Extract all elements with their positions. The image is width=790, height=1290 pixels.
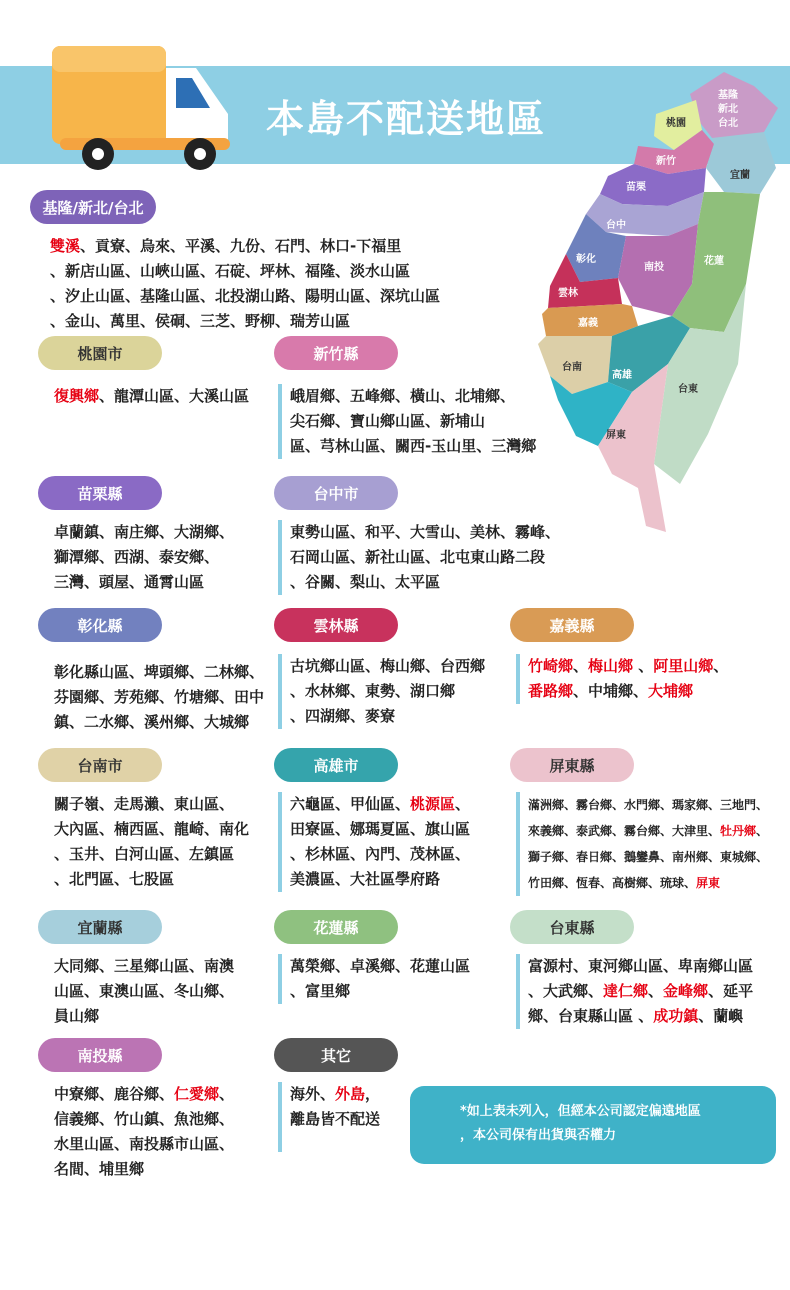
list-text: 水里山區、南投縣市山區、 <box>54 1135 235 1153</box>
list-line <box>54 660 264 685</box>
list-line <box>528 654 728 679</box>
list-text: 外島 <box>335 1085 366 1103</box>
list-line <box>528 870 768 896</box>
list-text: 峨眉鄉、五峰鄉、橫山、北埔鄉、 <box>290 387 516 405</box>
list-text: 桃源區 <box>410 795 456 813</box>
list-line <box>50 309 440 334</box>
note-line-2: ，本公司保有出貨與否權力 <box>460 1128 617 1143</box>
list-line <box>290 867 470 892</box>
pill-kaohsiung: 高雄市 <box>274 748 398 782</box>
disclaimer-note <box>410 1086 776 1164</box>
pill-miaoli: 苗栗縣 <box>38 476 162 510</box>
map-label-taipei: 台北 <box>718 118 738 129</box>
pill-taichung: 台中市 <box>274 476 398 510</box>
delivery-truck-icon <box>40 38 240 178</box>
list-line <box>54 685 264 710</box>
pill-other: 其它 <box>274 1038 398 1072</box>
list-line <box>54 520 234 545</box>
list-text: 大內區、楠西區、龍崎、南化 <box>54 820 250 838</box>
list-text: 阿里山鄉 <box>653 657 714 675</box>
list-text: 獅子鄉、春日鄉、鵝鑾鼻、南州鄉、東城鄉、 <box>528 850 769 864</box>
pill-yunlin: 雲林縣 <box>274 608 398 642</box>
list-line <box>290 842 470 867</box>
list-other <box>278 1082 380 1152</box>
list-line <box>290 979 470 1004</box>
list-pingtung <box>516 792 768 896</box>
map-label-nantou: 南投 <box>644 262 664 273</box>
list-text: 、杉林區、內門、茂林區、 <box>290 845 471 863</box>
taiwan-map <box>528 64 790 534</box>
map-label-yunlin: 雲林 <box>558 288 578 299</box>
list-text: 、富里鄉 <box>290 982 351 1000</box>
list-text: 卓蘭鎮、南庄鄉、大湖鄉、 <box>54 523 235 541</box>
list-text: 、 <box>219 1085 235 1103</box>
list-text: 、中埔鄉、 <box>573 682 649 700</box>
list-line <box>528 1004 753 1029</box>
list-text: 、水林鄉、東勢、湖口鄉 <box>290 682 456 700</box>
list-taoyuan <box>54 384 249 409</box>
list-taitung <box>516 954 753 1029</box>
list-line <box>54 817 249 842</box>
map-label-keelung: 基隆 <box>718 90 738 101</box>
list-miaoli <box>54 520 234 595</box>
list-nantou <box>54 1082 234 1182</box>
list-text: 、 <box>713 657 729 675</box>
list-text: 滿洲鄉、霧台鄉、水門鄉、瑪家鄉、三地門、 <box>528 798 769 812</box>
map-label-taichung: 台中 <box>606 220 626 231</box>
list-line <box>54 979 234 1004</box>
list-text: 竹崎鄉 <box>528 657 574 675</box>
list-yilan <box>54 954 234 1029</box>
list-line <box>54 545 234 570</box>
list-text: 、 <box>648 982 664 1000</box>
list-text: 屏東 <box>696 876 721 890</box>
list-text: 六龜區、甲仙區、 <box>290 795 411 813</box>
map-label-yilan: 宜蘭 <box>730 170 750 181</box>
pill-hualien: 花蓮縣 <box>274 910 398 944</box>
list-text: 仁愛鄉 <box>174 1085 220 1103</box>
list-text: 達仁鄉 <box>603 982 649 1000</box>
pill-yilan: 宜蘭縣 <box>38 910 162 944</box>
pill-keelung-newtaipei-taipei: 基隆/新北/台北 <box>30 190 156 224</box>
list-text: 海外、 <box>290 1085 336 1103</box>
pill-taitung: 台東縣 <box>510 910 634 944</box>
list-line <box>290 545 560 570</box>
list-text: 金峰鄉 <box>663 982 709 1000</box>
map-label-tainan: 台南 <box>562 362 582 373</box>
list-line <box>54 1004 234 1029</box>
list-text: 竹田鄉、恆春、高樹鄉、琉球、 <box>528 876 697 890</box>
pill-chiayi: 嘉義縣 <box>510 608 634 642</box>
list-text: 、谷關、梨山、太平區 <box>290 573 441 591</box>
list-text: 、新店山區、山峽山區、石碇、坪林、福隆、淡水山區 <box>50 262 411 280</box>
list-text: 石岡山區、新社山區、北屯東山路二段 <box>290 548 546 566</box>
list-line <box>290 817 470 842</box>
list-text: 梅山鄉 <box>588 657 634 675</box>
list-line <box>290 679 485 704</box>
list-text: 富源村、東河鄉山區、卑南鄉山區 <box>528 957 754 975</box>
list-line <box>528 679 728 704</box>
list-line <box>290 792 470 817</box>
list-text: 關子嶺、走馬瀨、東山區、 <box>54 795 235 813</box>
list-text: 、北門區、七股區 <box>54 870 175 888</box>
list-text: 古坑鄉山區、梅山鄉、台西鄉 <box>290 657 486 675</box>
list-text: 、玉井、白河山區、左鎮區 <box>54 845 235 863</box>
list-text: 員山鄉 <box>54 1007 100 1025</box>
list-line <box>290 704 485 729</box>
list-line <box>54 954 234 979</box>
list-line <box>290 520 560 545</box>
list-line <box>290 384 536 409</box>
map-label-hualien: 花蓮 <box>704 256 724 267</box>
map-label-newtaipei: 新北 <box>718 104 738 115</box>
note-line-1: *如上表未列入，但經本公司認定偏遠地區 <box>460 1104 701 1119</box>
list-text: 芬園鄉、芳苑鄉、竹塘鄉、田中 <box>54 688 265 706</box>
list-keelung-newtaipei-taipei <box>50 234 440 334</box>
list-line <box>528 818 768 844</box>
map-label-chiayi: 嘉義 <box>578 318 598 329</box>
list-text: 離島皆不配送 <box>290 1110 381 1128</box>
list-line <box>290 570 560 595</box>
list-kaohsiung <box>278 792 470 892</box>
list-text: 、 <box>756 824 769 838</box>
list-text: ， <box>365 1085 381 1103</box>
list-line <box>54 1107 234 1132</box>
map-label-kaohsiung: 高雄 <box>612 370 632 381</box>
map-label-changhua: 彰化 <box>576 254 596 265</box>
list-line <box>50 284 440 309</box>
list-text: 彰化縣山區、埤頭鄉、二林鄉、 <box>54 663 265 681</box>
list-text: 區、芎林山區、關西-玉山里、三灣鄉 <box>290 437 537 455</box>
list-changhua <box>54 660 264 735</box>
list-text: 、延平 <box>708 982 754 1000</box>
list-text: 、貢寮、烏來、平溪、九份、石門、林口-下福里 <box>80 237 402 255</box>
list-text: 大同鄉、三星鄉山區、南澳 <box>54 957 235 975</box>
list-line <box>290 954 470 979</box>
list-line <box>54 1157 234 1182</box>
pill-hsinchu: 新竹縣 <box>274 336 398 370</box>
page-title: 本島不配送地區 <box>266 97 547 141</box>
list-text: 中寮鄉、鹿谷鄉、 <box>54 1085 175 1103</box>
pill-tainan: 台南市 <box>38 748 162 782</box>
list-yunlin <box>278 654 485 729</box>
map-region-yilan <box>706 132 776 194</box>
map-label-miaoli: 苗栗 <box>626 182 646 193</box>
list-text: 、大武鄉、 <box>528 982 604 1000</box>
pill-nantou: 南投縣 <box>38 1038 162 1072</box>
list-text: 、金山、萬里、侯硐、三芝、野柳、瑞芳山區 <box>50 312 351 330</box>
map-label-pingtung: 屏東 <box>606 430 626 441</box>
list-line <box>54 842 249 867</box>
list-chiayi <box>516 654 728 704</box>
list-line <box>54 710 264 735</box>
list-hsinchu <box>278 384 536 459</box>
list-line <box>290 1107 380 1132</box>
list-text: 鎮、二水鄉、溪州鄉、大城鄉 <box>54 713 250 731</box>
list-text: 牡丹鄉 <box>720 824 757 838</box>
list-text: 、 <box>455 795 471 813</box>
list-text: 、四湖鄉、麥寮 <box>290 707 396 725</box>
list-line <box>54 570 234 595</box>
list-line <box>290 434 536 459</box>
list-line <box>54 1132 234 1157</box>
list-line <box>528 979 753 1004</box>
list-text: 尖石鄉、寶山鄉山區、新埔山 <box>290 412 486 430</box>
list-text: 復興鄉 <box>54 387 100 405</box>
list-text: 、龍潭山區、大溪山區 <box>99 387 250 405</box>
map-label-taoyuan: 桃園 <box>666 118 686 129</box>
list-line <box>50 259 440 284</box>
list-text: 名間、埔里鄉 <box>54 1160 145 1178</box>
list-text: 成功鎮 <box>653 1007 699 1025</box>
list-text: 雙溪 <box>50 237 81 255</box>
list-text: 、蘭嶼 <box>698 1007 744 1025</box>
list-line <box>50 234 440 259</box>
pill-changhua: 彰化縣 <box>38 608 162 642</box>
list-text: 、 <box>573 657 589 675</box>
pill-pingtung: 屏東縣 <box>510 748 634 782</box>
list-text: 、汐止山區、基隆山區、北投湖山路、陽明山區、深坑山區 <box>50 287 441 305</box>
list-text: 萬榮鄉、卓溪鄉、花蓮山區 <box>290 957 471 975</box>
list-line <box>528 954 753 979</box>
list-line <box>290 1082 380 1107</box>
list-line <box>54 792 249 817</box>
list-line <box>528 844 768 870</box>
list-text: 東勢山區、和平、大雪山、美林、霧峰、 <box>290 523 561 541</box>
list-hualien <box>278 954 470 1004</box>
list-text: 田寮區、娜瑪夏區、旗山區 <box>290 820 471 838</box>
list-line <box>290 654 485 679</box>
list-line <box>290 409 536 434</box>
list-taichung <box>278 520 560 595</box>
list-text: 山區、東澳山區、冬山鄉、 <box>54 982 235 1000</box>
list-tainan <box>54 792 249 892</box>
list-text: 番路鄉 <box>528 682 574 700</box>
list-text: 鄉、台東縣山區 、 <box>528 1007 654 1025</box>
list-text: 大埔鄉 <box>648 682 694 700</box>
list-line <box>54 867 249 892</box>
list-line <box>528 792 768 818</box>
list-text: 來義鄉、泰武鄉、霧台鄉、大津里、 <box>528 824 721 838</box>
list-text: 三灣、頭屋、通霄山區 <box>54 573 205 591</box>
list-text: 美濃區、大社區學府路 <box>290 870 441 888</box>
list-line <box>54 1082 234 1107</box>
map-label-hsinchu: 新竹 <box>656 156 676 167</box>
map-label-taitung: 台東 <box>678 384 698 395</box>
list-line <box>54 384 249 409</box>
list-text: 信義鄉、竹山鎮、魚池鄉、 <box>54 1110 235 1128</box>
pill-taoyuan: 桃園市 <box>38 336 162 370</box>
list-text: 、 <box>633 657 654 675</box>
list-text: 獅潭鄉、西湖、泰安鄉、 <box>54 548 220 566</box>
